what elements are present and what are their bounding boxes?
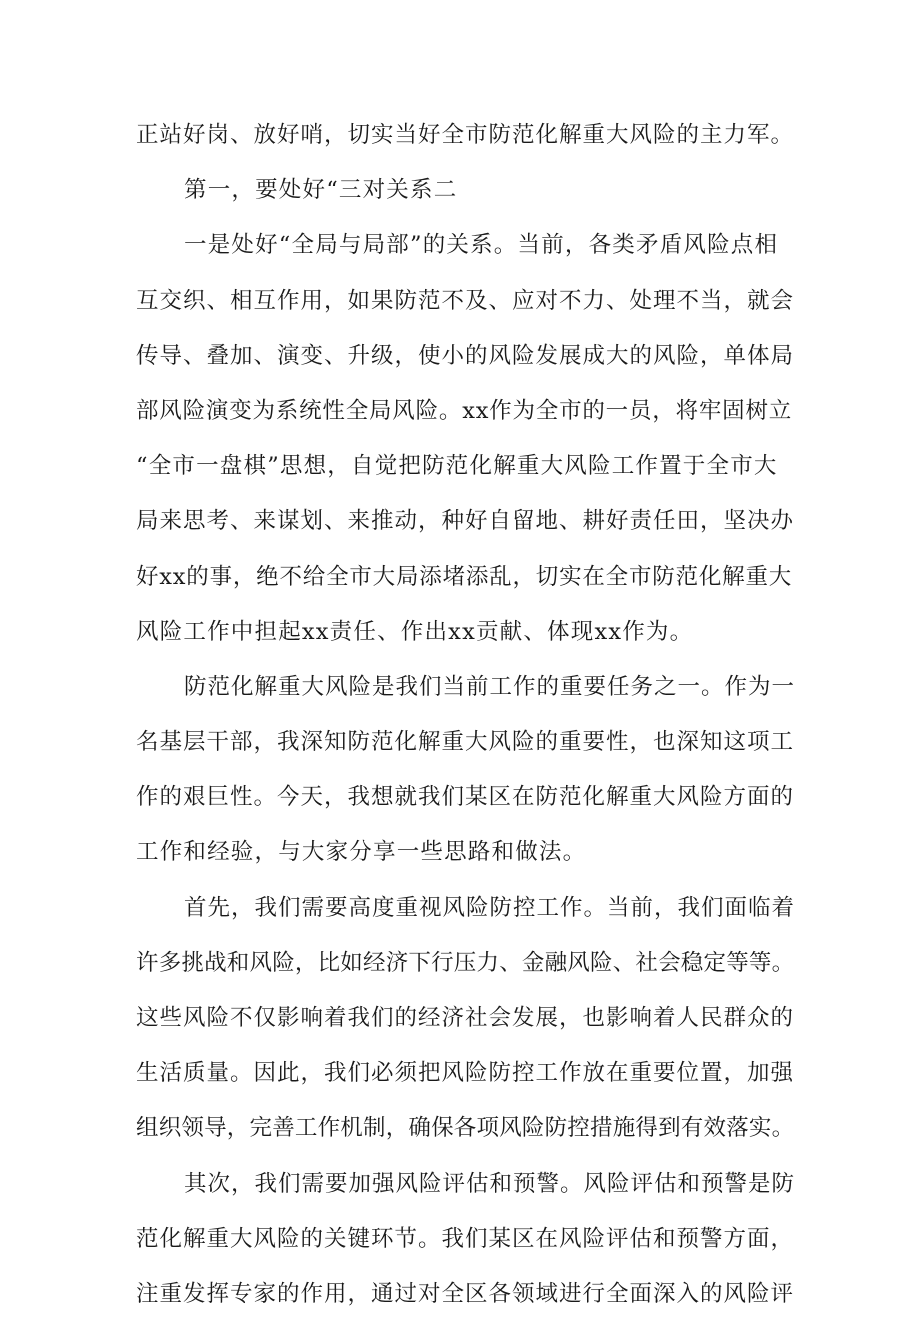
text-line: 许多挑战和风险，比如经济下行压力、金融风险、社会稳定等等。 (136, 949, 795, 976)
text-line: 注重发挥专家的作用，通过对全区各领域进行全面深入的风险评 (136, 1280, 795, 1307)
text-line: 传导、叠加、演变、升级，使小的风险发展成大的风险，单体局 (136, 342, 795, 369)
text-line: 风险工作中担起xx责任、作出xx贡献、体现xx作为。 (136, 618, 694, 645)
body-text (136, 116, 796, 1330)
text-line: 防范化解重大风险是我们当前工作的重要任务之一。作为一 (184, 673, 796, 700)
text-line: 部风险演变为系统性全局风险。xx作为全市的一员，将牢固树立 (136, 397, 793, 424)
text-line: 互交织、相互作用，如果防范不及、应对不力、处理不当，就会 (136, 287, 795, 314)
text-line: 工作和经验，与大家分享一些思路和做法。 (136, 839, 587, 866)
text-line: “全市一盘棋”思想，自觉把防范化解重大风险工作置于全市大 (136, 453, 778, 480)
text-line-heading: 第一，要处好“三对关系二 (184, 177, 458, 204)
text-line: 生活质量。因此，我们必须把风险防控工作放在重要位置，加强 (136, 1060, 795, 1087)
text-line: 作的艰巨性。今天，我想就我们某区在防范化解重大风险方面的 (136, 784, 795, 811)
text-line: 组织领导，完善工作机制，确保各项风险防控措施得到有效落实。 (136, 1115, 795, 1142)
text-line: 一是处好“全局与局部”的关系。当前，各类矛盾风险点相 (184, 232, 779, 259)
text-line: 正站好岗、放好哨，切实当好全市防范化解重大风险的主力军。 (136, 122, 795, 148)
text-line: 范化解重大风险的关键环节。我们某区在风险评估和预警方面， (136, 1225, 795, 1252)
text-line: 名基层干部，我深知防范化解重大风险的重要性，也深知这项工 (136, 729, 795, 756)
text-line: 其次，我们需要加强风险评估和预警。风险评估和预警是防 (184, 1170, 796, 1197)
text-line: 好xx的事，绝不给全市大局添堵添乱，切实在全市防范化解重大 (136, 563, 793, 590)
text-line: 这些风险不仅影响着我们的经济社会发展，也影响着人民群众的 (136, 1005, 795, 1031)
text-line: 局来思考、来谋划、来推动，种好自留地、耕好责任田，坚决办 (136, 508, 795, 535)
text-line: 首先，我们需要高度重视风险防控工作。当前，我们面临着 (184, 894, 796, 921)
